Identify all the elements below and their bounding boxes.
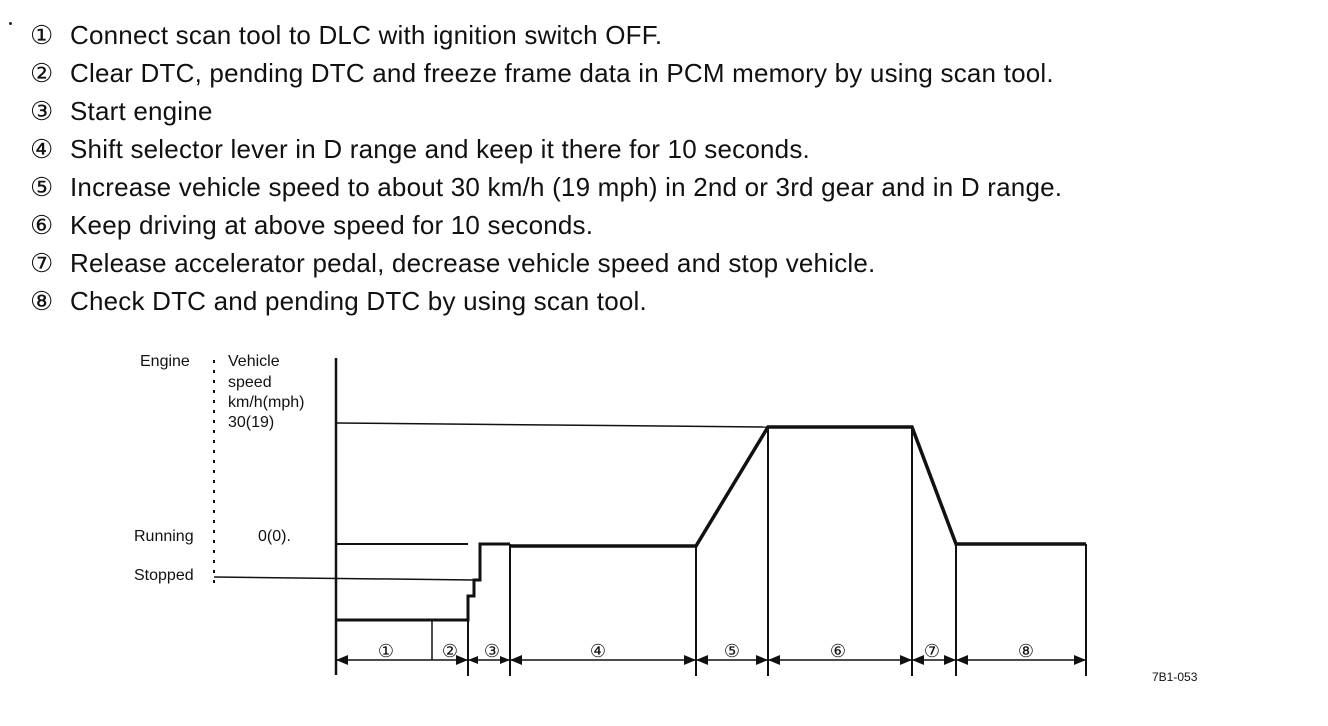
procedure-step xyxy=(30,168,1062,206)
phase-label: ⑦ xyxy=(923,641,941,661)
stopped-reference-line xyxy=(214,577,474,580)
procedure-steps xyxy=(30,16,1062,320)
step-text: Increase vehicle speed to about 30 km/h (19 mph) in 2nd or 3rd gear and in D range. xyxy=(70,172,1063,202)
drive-cycle-diagram xyxy=(0,340,1328,726)
speed-30-label: 30(19) xyxy=(228,414,275,431)
procedure-step xyxy=(30,16,1062,54)
procedure-step xyxy=(30,54,1062,92)
running-label: Running xyxy=(134,528,194,545)
speed-zero-label: 0(0). xyxy=(258,528,291,545)
step-number: ① xyxy=(30,20,54,50)
step-number: ⑧ xyxy=(30,286,54,316)
step-text: Keep driving at above speed for 10 seconds. xyxy=(70,210,594,240)
procedure-step xyxy=(30,282,1062,320)
step-number: ⑦ xyxy=(30,248,54,278)
step-text: Start engine xyxy=(70,96,213,126)
phase-label: ⑤ xyxy=(723,641,741,661)
engine-label: Engine xyxy=(140,353,190,370)
figure-code: 7B1-053 xyxy=(1152,670,1198,684)
phase-label: ④ xyxy=(589,641,607,661)
step-text: Clear DTC, pending DTC and freeze frame data in PCM memory by using scan tool. xyxy=(70,58,1054,88)
procedure-step xyxy=(30,206,1062,244)
step-text: Connect scan tool to DLC with ignition switch OFF. xyxy=(70,20,663,50)
procedure-step xyxy=(30,92,1062,130)
speed-reference-line xyxy=(336,423,768,427)
phase-label: ⑧ xyxy=(1017,641,1035,661)
vehicle-speed-label-line: speed xyxy=(228,374,272,391)
phase-label: ① xyxy=(377,641,395,661)
procedure-step xyxy=(30,130,1062,168)
phase-label: ② xyxy=(441,641,459,661)
step-number: ④ xyxy=(30,134,54,164)
step-number: ② xyxy=(30,58,54,88)
step-text: Release accelerator pedal, decrease vehicle speed and stop vehicle. xyxy=(70,248,876,278)
procedure-step xyxy=(30,244,1062,282)
step-text: Check DTC and pending DTC by using scan tool. xyxy=(70,286,647,316)
stopped-label: Stopped xyxy=(134,567,194,584)
drive-cycle-graph xyxy=(0,340,1328,726)
step-number: ③ xyxy=(30,96,54,126)
vehicle-speed-label-line: Vehicle xyxy=(228,353,280,370)
vehicle-speed-label-line: km/h(mph) xyxy=(228,394,305,411)
step-number: ⑥ xyxy=(30,210,54,240)
step-text: Shift selector lever in D range and keep it there for 10 seconds. xyxy=(70,134,810,164)
vehicle-speed-trace xyxy=(510,427,1086,546)
phase-label: ⑥ xyxy=(829,641,847,661)
step-number: ⑤ xyxy=(30,172,54,202)
stray-mark xyxy=(9,22,12,25)
engine-state-trace xyxy=(336,544,510,620)
phase-label: ③ xyxy=(483,641,501,661)
